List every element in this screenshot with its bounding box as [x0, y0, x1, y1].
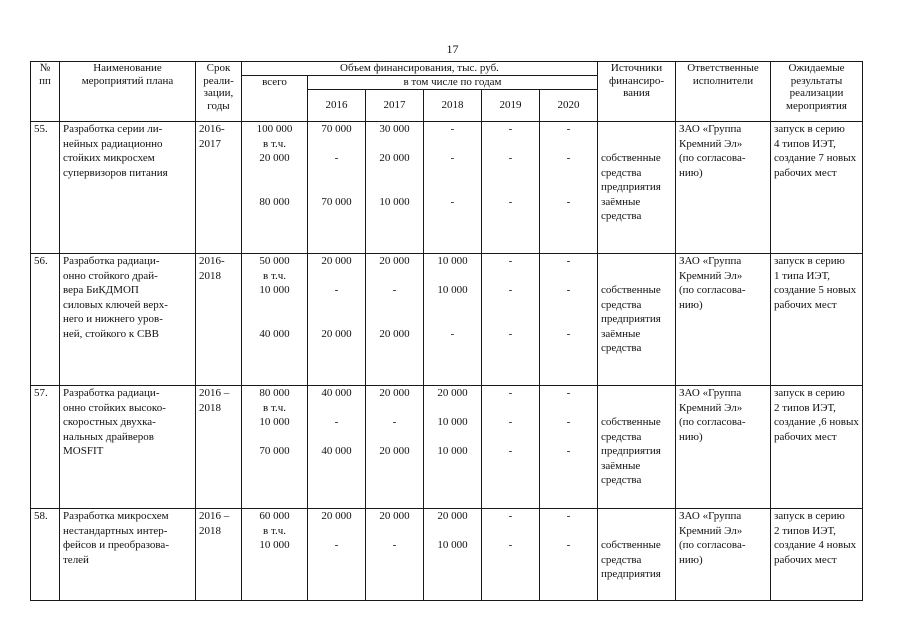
- cell-value: [427, 312, 478, 327]
- row-sources-line: [601, 386, 672, 401]
- row-name-line: онно стойкого драй-: [63, 269, 158, 282]
- row-results-line: создание 5 новых: [774, 284, 857, 296]
- header-funding: Объем финансирования, тыс. руб.: [242, 62, 598, 76]
- cell-value: 10 000: [437, 255, 468, 267]
- cell-y2017: [366, 122, 424, 254]
- row-sources-line: средства: [601, 210, 642, 222]
- cell-y2018: [424, 122, 482, 254]
- row-term-line: 2017: [199, 137, 221, 150]
- cell-value: [369, 401, 420, 416]
- row-num: 58.: [31, 509, 60, 601]
- cell-y2017: [366, 386, 424, 509]
- row-responsible-line: Кремний Эл»: [679, 137, 743, 150]
- cell-value: [427, 269, 478, 284]
- header-total: всего: [242, 76, 308, 122]
- row-sources-line: собственные: [601, 416, 661, 428]
- row-sources-line: [601, 122, 672, 137]
- cell-value: -: [508, 255, 513, 267]
- cell-value: [485, 166, 536, 181]
- cell-value: 10 000: [379, 195, 410, 208]
- header-year: 2019: [482, 90, 540, 122]
- cell-value: -: [334, 284, 339, 296]
- table-row: [31, 509, 863, 601]
- row-sources-line: средства: [601, 166, 642, 179]
- cell-value: [485, 298, 536, 313]
- table-row: [31, 386, 863, 509]
- cell-value: -: [566, 539, 571, 551]
- cell-value: [485, 524, 536, 539]
- cell-value: -: [566, 255, 571, 267]
- cell-value: [543, 269, 594, 284]
- cell-value: [485, 430, 536, 445]
- row-results-line: 1 типа ИЭТ,: [774, 269, 831, 282]
- cell-total: [242, 254, 308, 386]
- row-results-line: рабочих мест: [774, 430, 837, 443]
- cell-value: 40 000: [321, 387, 352, 399]
- cell-value: [369, 166, 420, 181]
- cell-value: -: [508, 510, 513, 522]
- row-name-line: телей: [63, 553, 89, 566]
- row-responsible-line: ЗАО «Группа: [679, 387, 742, 399]
- row-sources-line: собственные: [601, 152, 661, 164]
- cell-value: -: [334, 152, 339, 164]
- row-responsible-line: нию): [679, 553, 703, 566]
- cell-total: [242, 509, 308, 601]
- row-responsible-line: ЗАО «Группа: [679, 123, 742, 135]
- row-responsible-line: (по согласова-: [679, 152, 746, 164]
- row-results-line: рабочих мест: [774, 298, 837, 311]
- row-name-line: ней, стойкого к СВВ: [63, 327, 159, 340]
- cell-value: -: [334, 416, 339, 428]
- row-results-line: создание 7 новых: [774, 152, 857, 164]
- cell-y2019: [482, 386, 540, 509]
- cell-y2018: [424, 254, 482, 386]
- row-term-line: 2018: [199, 401, 221, 414]
- cell-value: -: [566, 152, 571, 164]
- row-results-line: создание 4 новых: [774, 539, 857, 551]
- cell-value: 20 000: [437, 387, 468, 399]
- header-year: 2020: [540, 90, 598, 122]
- cell-value: [543, 166, 594, 181]
- cell-value: -: [508, 445, 513, 457]
- row-name: [60, 386, 196, 509]
- row-results: [771, 122, 863, 254]
- row-sources-line: заёмные: [601, 327, 641, 340]
- cell-value: 70 000: [259, 445, 290, 457]
- cell-value: [543, 137, 594, 152]
- row-name-line: MOSFIT: [63, 445, 104, 457]
- row-responsible-line: нию): [679, 430, 703, 443]
- cell-value: [485, 312, 536, 327]
- cell-value: [369, 137, 420, 152]
- row-sources-line: [601, 254, 672, 269]
- row-name-line: нейных радиационно: [63, 137, 163, 150]
- cell-value: 50 000: [259, 255, 290, 267]
- row-sources-line: заёмные: [601, 195, 641, 208]
- cell-value: [311, 430, 362, 445]
- row-results-line: запуск в серию: [774, 510, 845, 522]
- cell-value: в т.ч.: [263, 401, 286, 414]
- cell-value: [543, 312, 594, 327]
- cell-value: 70 000: [321, 195, 352, 208]
- row-sources: [598, 254, 676, 386]
- cell-value: [427, 137, 478, 152]
- cell-value: 40 000: [321, 445, 352, 457]
- cell-value: [543, 180, 594, 195]
- cell-value: -: [508, 284, 513, 296]
- header-by-year: в том числе по годам: [308, 76, 598, 90]
- row-name-line: Разработка серии ли-: [63, 123, 163, 135]
- row-sources: [598, 122, 676, 254]
- header-name: Наименование мероприятий плана: [60, 62, 196, 122]
- row-name: [60, 254, 196, 386]
- cell-value: -: [566, 445, 571, 457]
- cell-value: 10 000: [437, 539, 468, 551]
- cell-value: -: [450, 152, 455, 164]
- cell-value: [427, 180, 478, 195]
- row-sources-line: средства: [601, 553, 642, 566]
- cell-value: -: [566, 510, 571, 522]
- cell-value: 80 000: [259, 387, 290, 399]
- row-responsible-line: ЗАО «Группа: [679, 255, 742, 267]
- row-sources-line: [601, 509, 672, 524]
- row-results-line: запуск в серию: [774, 387, 845, 399]
- row-results-line: 2 типов ИЭТ,: [774, 524, 836, 537]
- row-sources-line: средства: [601, 474, 642, 486]
- cell-value: -: [334, 539, 339, 551]
- cell-value: -: [566, 416, 571, 428]
- row-responsible-line: (по согласова-: [679, 416, 746, 428]
- cell-value: [245, 298, 304, 313]
- row-name-line: силовых ключей верх-: [63, 298, 168, 311]
- cell-value: -: [508, 327, 513, 340]
- row-responsible-line: нию): [679, 298, 703, 311]
- cell-value: [485, 401, 536, 416]
- cell-total: [242, 386, 308, 509]
- row-sources: [598, 386, 676, 509]
- cell-value: -: [450, 123, 455, 135]
- cell-value: [311, 137, 362, 152]
- cell-value: [369, 312, 420, 327]
- cell-value: 80 000: [259, 195, 290, 208]
- cell-value: -: [392, 539, 397, 551]
- cell-value: [369, 524, 420, 539]
- cell-y2020: [540, 386, 598, 509]
- row-term: [196, 122, 242, 254]
- row-term: [196, 254, 242, 386]
- cell-value: [543, 298, 594, 313]
- cell-value: 20 000: [259, 152, 290, 164]
- cell-value: [245, 166, 304, 181]
- cell-value: -: [508, 387, 513, 399]
- cell-value: 10 000: [437, 284, 468, 296]
- cell-value: [427, 166, 478, 181]
- row-name-line: Разработка микросхем: [63, 510, 169, 522]
- row-term-line: 2016-: [199, 123, 225, 135]
- row-sources-line: собственные: [601, 284, 661, 296]
- cell-value: [543, 430, 594, 445]
- row-term-line: 2018: [199, 524, 221, 537]
- row-responsible-line: (по согласова-: [679, 284, 746, 296]
- row-results-line: рабочих мест: [774, 166, 837, 179]
- cell-y2020: [540, 122, 598, 254]
- row-sources-line: средства: [601, 298, 642, 311]
- cell-value: 10 000: [259, 539, 290, 551]
- row-sources-line: средства: [601, 342, 642, 354]
- cell-y2019: [482, 254, 540, 386]
- cell-value: 10 000: [437, 445, 468, 457]
- cell-value: [543, 524, 594, 539]
- cell-value: [311, 269, 362, 284]
- cell-y2017: [366, 509, 424, 601]
- row-name-line: стойких микросхем: [63, 152, 155, 164]
- cell-y2016: [308, 386, 366, 509]
- cell-y2020: [540, 509, 598, 601]
- row-results: [771, 509, 863, 601]
- row-num: 55.: [31, 122, 60, 254]
- cell-value: -: [508, 416, 513, 428]
- cell-value: -: [566, 195, 571, 208]
- row-results-line: запуск в серию: [774, 123, 845, 135]
- cell-value: [485, 137, 536, 152]
- header-term: Срок реали-зации, годы: [196, 62, 242, 122]
- cell-value: [311, 401, 362, 416]
- cell-value: [369, 269, 420, 284]
- header-responsible: Ответственные исполнители: [676, 62, 771, 122]
- cell-y2019: [482, 509, 540, 601]
- row-name-line: Разработка радиаци-: [63, 255, 160, 267]
- row-results-line: 4 типов ИЭТ,: [774, 137, 836, 150]
- cell-value: [311, 180, 362, 195]
- row-name-line: скоростных двухка-: [63, 416, 156, 428]
- cell-value: [311, 166, 362, 181]
- row-sources-line: предприятия: [601, 181, 661, 193]
- cell-y2020: [540, 254, 598, 386]
- cell-value: [245, 180, 304, 195]
- row-name-line: нальных драйверов: [63, 430, 154, 443]
- cell-value: [427, 298, 478, 313]
- cell-value: 10 000: [437, 416, 468, 428]
- header-num: № пп: [31, 62, 60, 122]
- cell-value: 70 000: [321, 123, 352, 135]
- row-responsible-line: ЗАО «Группа: [679, 510, 742, 522]
- row-results: [771, 386, 863, 509]
- cell-value: 20 000: [379, 510, 410, 522]
- cell-value: 100 000: [256, 123, 293, 135]
- row-term-line: 2018: [199, 269, 221, 282]
- row-responsible: [676, 254, 771, 386]
- row-name-line: нестандартных интер-: [63, 524, 168, 537]
- cell-value: [427, 524, 478, 539]
- cell-value: [311, 312, 362, 327]
- row-num: 57.: [31, 386, 60, 509]
- cell-value: 20 000: [379, 445, 410, 457]
- row-name: [60, 122, 196, 254]
- cell-value: -: [392, 284, 397, 296]
- header-year: 2017: [366, 90, 424, 122]
- cell-value: 20 000: [379, 255, 410, 267]
- cell-value: -: [392, 416, 397, 428]
- row-name-line: него и нижнего уров-: [63, 313, 163, 325]
- cell-value: -: [508, 195, 513, 208]
- cell-value: [311, 298, 362, 313]
- cell-value: 30 000: [379, 123, 410, 135]
- cell-value: [369, 180, 420, 195]
- plan-table: [30, 61, 863, 601]
- row-sources-line: предприятия: [601, 313, 661, 325]
- header-sources: Источники финансиро-вания: [598, 62, 676, 122]
- cell-value: [427, 401, 478, 416]
- page-number: 17: [446, 42, 459, 56]
- row-sources-line: средства: [601, 430, 642, 443]
- cell-value: -: [450, 327, 455, 340]
- cell-value: 20 000: [321, 327, 352, 340]
- cell-value: 20 000: [437, 510, 468, 522]
- cell-value: [543, 401, 594, 416]
- cell-value: -: [450, 195, 455, 208]
- row-sources-line: [601, 524, 672, 539]
- row-term: [196, 509, 242, 601]
- row-term: [196, 386, 242, 509]
- row-name-line: фейсов и преобразова-: [63, 539, 169, 551]
- cell-value: 20 000: [379, 152, 410, 164]
- row-results: [771, 254, 863, 386]
- cell-y2016: [308, 254, 366, 386]
- cell-value: -: [566, 387, 571, 399]
- row-name: [60, 509, 196, 601]
- cell-value: -: [508, 123, 513, 135]
- cell-value: [245, 312, 304, 327]
- cell-value: 20 000: [379, 387, 410, 399]
- row-results-line: 2 типов ИЭТ,: [774, 401, 836, 414]
- row-results-line: рабочих мест: [774, 553, 837, 566]
- row-sources-line: предприятия: [601, 445, 661, 457]
- row-name-line: вера БиКДМОП: [63, 284, 139, 296]
- cell-value: -: [508, 152, 513, 164]
- cell-value: 10 000: [259, 284, 290, 296]
- cell-value: -: [566, 123, 571, 135]
- row-term-line: 2016 –: [199, 510, 230, 522]
- cell-value: 10 000: [259, 416, 290, 428]
- header-results: Ожидаемые результаты реализации мероприятия: [771, 62, 863, 122]
- cell-value: [311, 524, 362, 539]
- cell-value: 60 000: [259, 510, 290, 522]
- cell-value: в т.ч.: [263, 137, 286, 150]
- row-responsible-line: нию): [679, 166, 703, 179]
- row-results-line: создание ,6 новых: [774, 416, 859, 428]
- cell-y2019: [482, 122, 540, 254]
- row-sources-line: предприятия: [601, 568, 661, 580]
- header-year: 2018: [424, 90, 482, 122]
- cell-value: 20 000: [321, 255, 352, 267]
- cell-value: -: [508, 539, 513, 551]
- cell-value: -: [566, 327, 571, 340]
- row-sources-line: [601, 401, 672, 416]
- row-sources: [598, 509, 676, 601]
- cell-y2016: [308, 122, 366, 254]
- row-sources-line: [601, 137, 672, 152]
- row-responsible-line: Кремний Эл»: [679, 401, 743, 414]
- cell-total: [242, 122, 308, 254]
- row-responsible-line: (по согласова-: [679, 539, 746, 551]
- cell-value: [245, 430, 304, 445]
- cell-value: [485, 269, 536, 284]
- cell-value: в т.ч.: [263, 269, 286, 282]
- cell-value: 20 000: [321, 510, 352, 522]
- row-term-line: 2016-: [199, 255, 225, 267]
- cell-y2016: [308, 509, 366, 601]
- cell-y2017: [366, 254, 424, 386]
- row-name-line: онно стойких высоко-: [63, 401, 166, 414]
- cell-value: в т.ч.: [263, 524, 286, 537]
- row-responsible: [676, 509, 771, 601]
- row-name-line: Разработка радиаци-: [63, 387, 160, 399]
- header-year: 2016: [308, 90, 366, 122]
- row-responsible-line: Кремний Эл»: [679, 524, 743, 537]
- cell-value: [369, 298, 420, 313]
- cell-value: 20 000: [379, 327, 410, 340]
- cell-value: [427, 430, 478, 445]
- row-term-line: 2016 –: [199, 387, 230, 399]
- row-responsible: [676, 122, 771, 254]
- row-responsible-line: Кремний Эл»: [679, 269, 743, 282]
- row-num: 56.: [31, 254, 60, 386]
- cell-y2018: [424, 386, 482, 509]
- table-row: [31, 122, 863, 254]
- row-sources-line: [601, 269, 672, 284]
- row-sources-line: заёмные: [601, 459, 641, 472]
- cell-value: -: [566, 284, 571, 296]
- cell-value: [485, 180, 536, 195]
- cell-y2018: [424, 509, 482, 601]
- row-responsible: [676, 386, 771, 509]
- row-sources-line: собственные: [601, 539, 661, 551]
- cell-value: [369, 430, 420, 445]
- row-results-line: запуск в серию: [774, 255, 845, 267]
- row-name-line: супервизоров питания: [63, 166, 168, 179]
- cell-value: 40 000: [259, 327, 290, 340]
- table-row: [31, 254, 863, 386]
